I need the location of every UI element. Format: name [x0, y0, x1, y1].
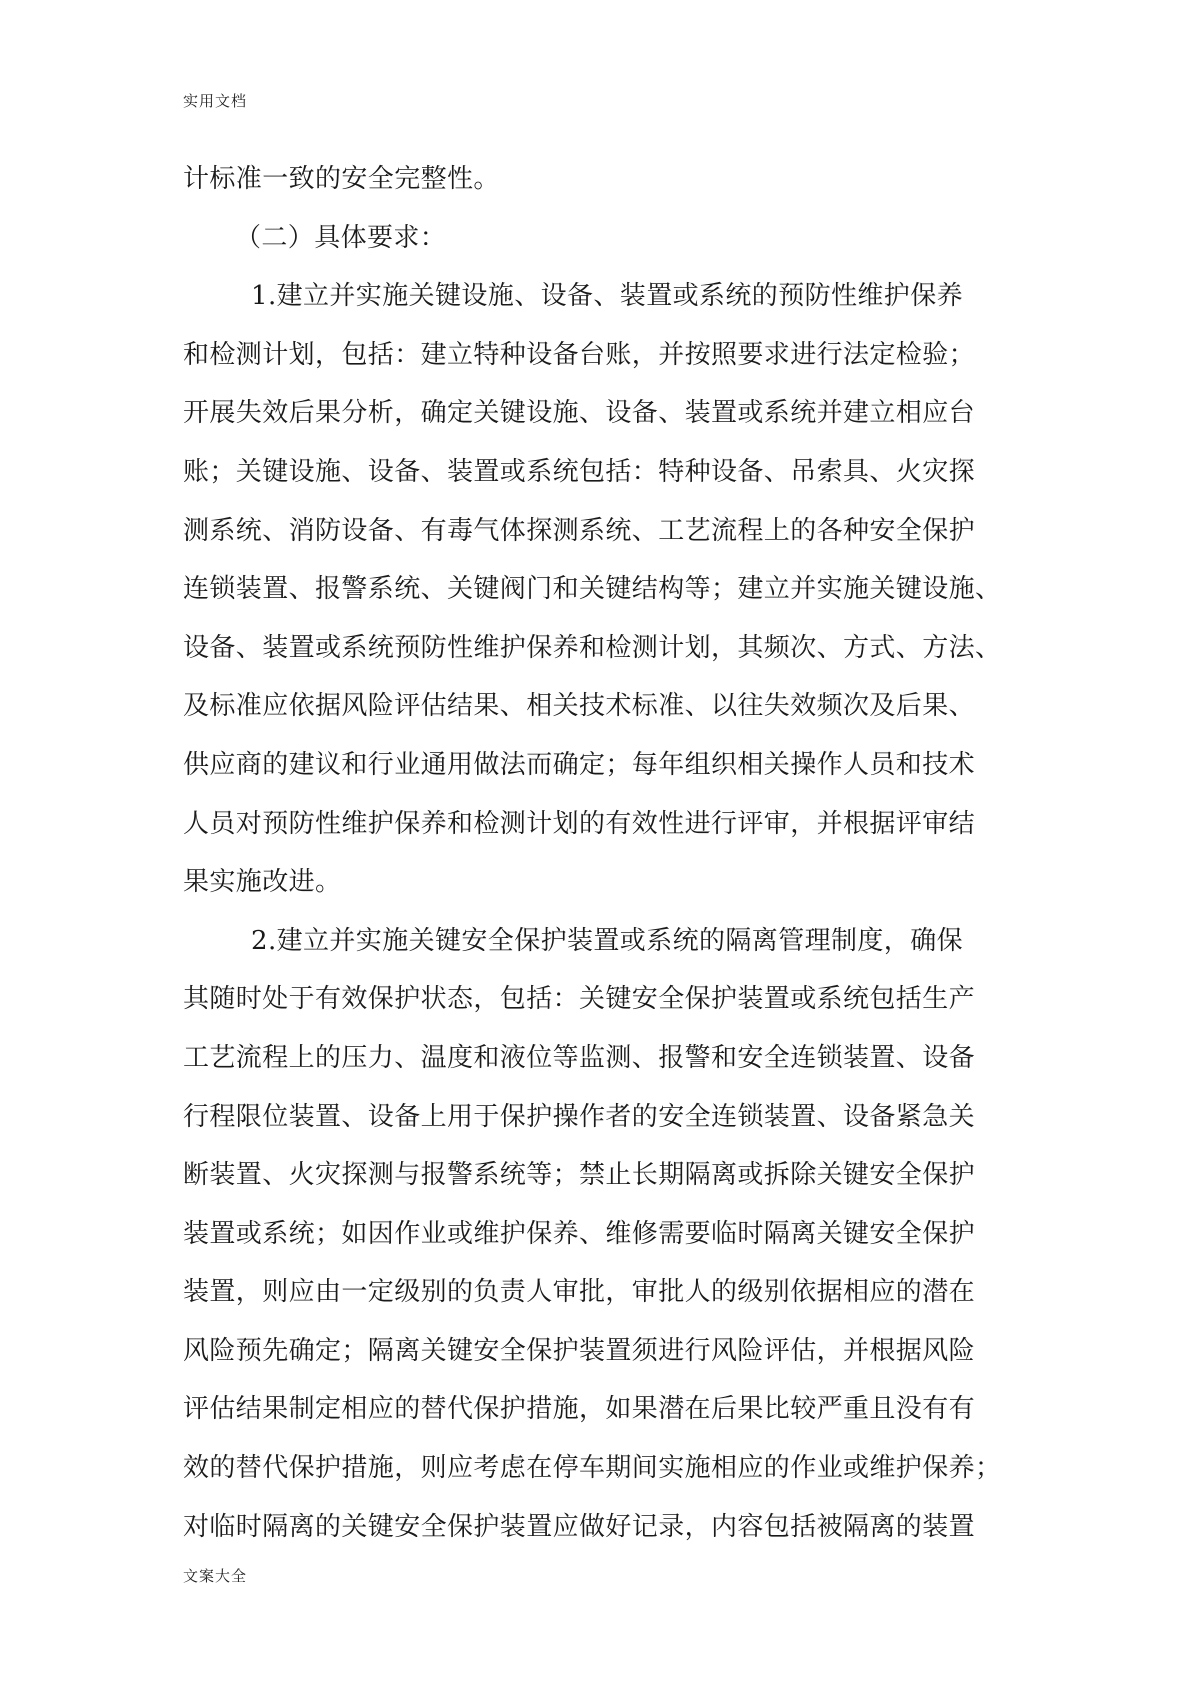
text-line: 计标准一致的安全完整性。: [183, 164, 500, 194]
text-line: 及标准应依据风险评估结果、相关技术标准、以往失效频次及后果、: [183, 691, 976, 722]
text-line: 装置，则应由一定级别的负责人审批，审批人的级别依据相应的潜在: [183, 1277, 976, 1308]
text-line: 连锁装置、报警系统、关键阀门和关键结构等；建立并实施关键设施、: [183, 574, 1002, 605]
text-line: 其随时处于有效保护状态，包括：关键安全保护装置或系统包括生产: [183, 984, 976, 1015]
text-line: 工艺流程上的压力、温度和液位等监测、报警和安全连锁装置、设备: [183, 1042, 976, 1073]
section-heading: （二）具体要求：: [235, 222, 447, 253]
text-line: 效的替代保护措施，则应考虑在停车期间实施相应的作业或维护保养；: [183, 1453, 1002, 1484]
text-line: 行程限位装置、设备上用于保护操作者的安全连锁装置、设备紧急关: [183, 1101, 976, 1132]
text-line: 人员对预防性维护保养和检测计划的有效性进行评审，并根据评审结: [183, 808, 976, 839]
text-line: 断装置、火灾探测与报警系统等；禁止长期隔离或拆除关键安全保护: [183, 1160, 976, 1191]
text-line: 供应商的建议和行业通用做法而确定；每年组织相关操作人员和技术: [183, 749, 976, 780]
text-line: 测系统、消防设备、有毒气体探测系统、工艺流程上的各种安全保护: [183, 515, 976, 546]
text-line: 风险预先确定；隔离关键安全保护装置须进行风险评估，并根据风险: [183, 1335, 976, 1366]
text-line: 果实施改进。: [183, 867, 342, 898]
text-line: 和检测计划，包括：建立特种设备台账，并按照要求进行法定检验；: [183, 339, 976, 370]
text-line: 装置或系统；如因作业或维护保养、维修需要临时隔离关键安全保护: [183, 1218, 976, 1249]
paragraph-1-first-line: 1.建立并实施关键设施、设备、装置或系统的预防性维护保养: [251, 281, 964, 312]
page-header: 实用文档: [183, 92, 248, 110]
text-line: 评估结果制定相应的替代保护措施，如果潜在后果比较严重且没有有: [183, 1394, 976, 1425]
document-body: [183, 150, 1013, 1556]
text-line: 账；关键设施、设备、装置或系统包括：特种设备、吊索具、火灾探: [183, 456, 976, 487]
text-line: 对临时隔离的关键安全保护装置应做好记录，内容包括被隔离的装置: [183, 1511, 976, 1542]
text-line: 设备、装置或系统预防性维护保养和检测计划，其频次、方式、方法、: [183, 632, 1002, 663]
page-footer: 文案大全: [183, 1567, 248, 1585]
paragraph-2-first-line: 2.建立并实施关键安全保护装置或系统的隔离管理制度，确保: [251, 925, 964, 956]
text-line: 开展失效后果分析，确定关键设施、设备、装置或系统并建立相应台: [183, 398, 976, 429]
